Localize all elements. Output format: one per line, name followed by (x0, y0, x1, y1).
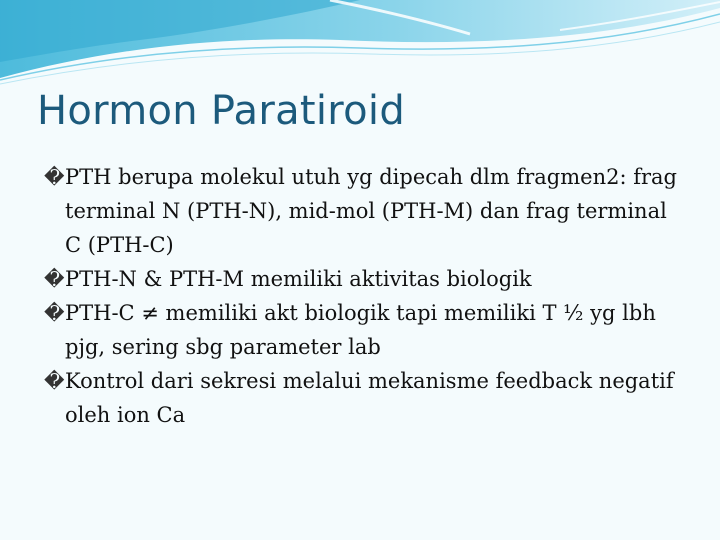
bullet-text: Kontrol dari sekresi melalui mekanisme feedback negatif oleh ion Ca (65, 369, 674, 427)
bullet-marker-icon: � (44, 165, 65, 189)
bullet-item (44, 160, 684, 262)
bullet-text: PTH-C ≠ memiliki akt biologik tapi memiliki T ½ yg lbh pjg, sering sbg parameter lab (65, 301, 656, 359)
bullet-marker-icon: � (44, 267, 65, 291)
bullet-text: PTH berupa molekul utuh yg dipecah dlm fragmen2: frag terminal N (PTH-N), mid-mol (PTH-M) dan frag terminal C (PTH-C) (65, 165, 677, 257)
bullet-item (44, 296, 684, 364)
header-wave-decoration (0, 0, 720, 90)
bullet-item (44, 262, 684, 296)
bullet-marker-icon: � (44, 369, 65, 393)
bullet-marker-icon: � (44, 301, 65, 325)
bullet-text: PTH-N & PTH-M memiliki aktivitas biologik (65, 267, 532, 291)
bullet-item (44, 364, 684, 432)
bullet-list (44, 160, 684, 432)
slide-title: Hormon Paratiroid (37, 88, 406, 134)
